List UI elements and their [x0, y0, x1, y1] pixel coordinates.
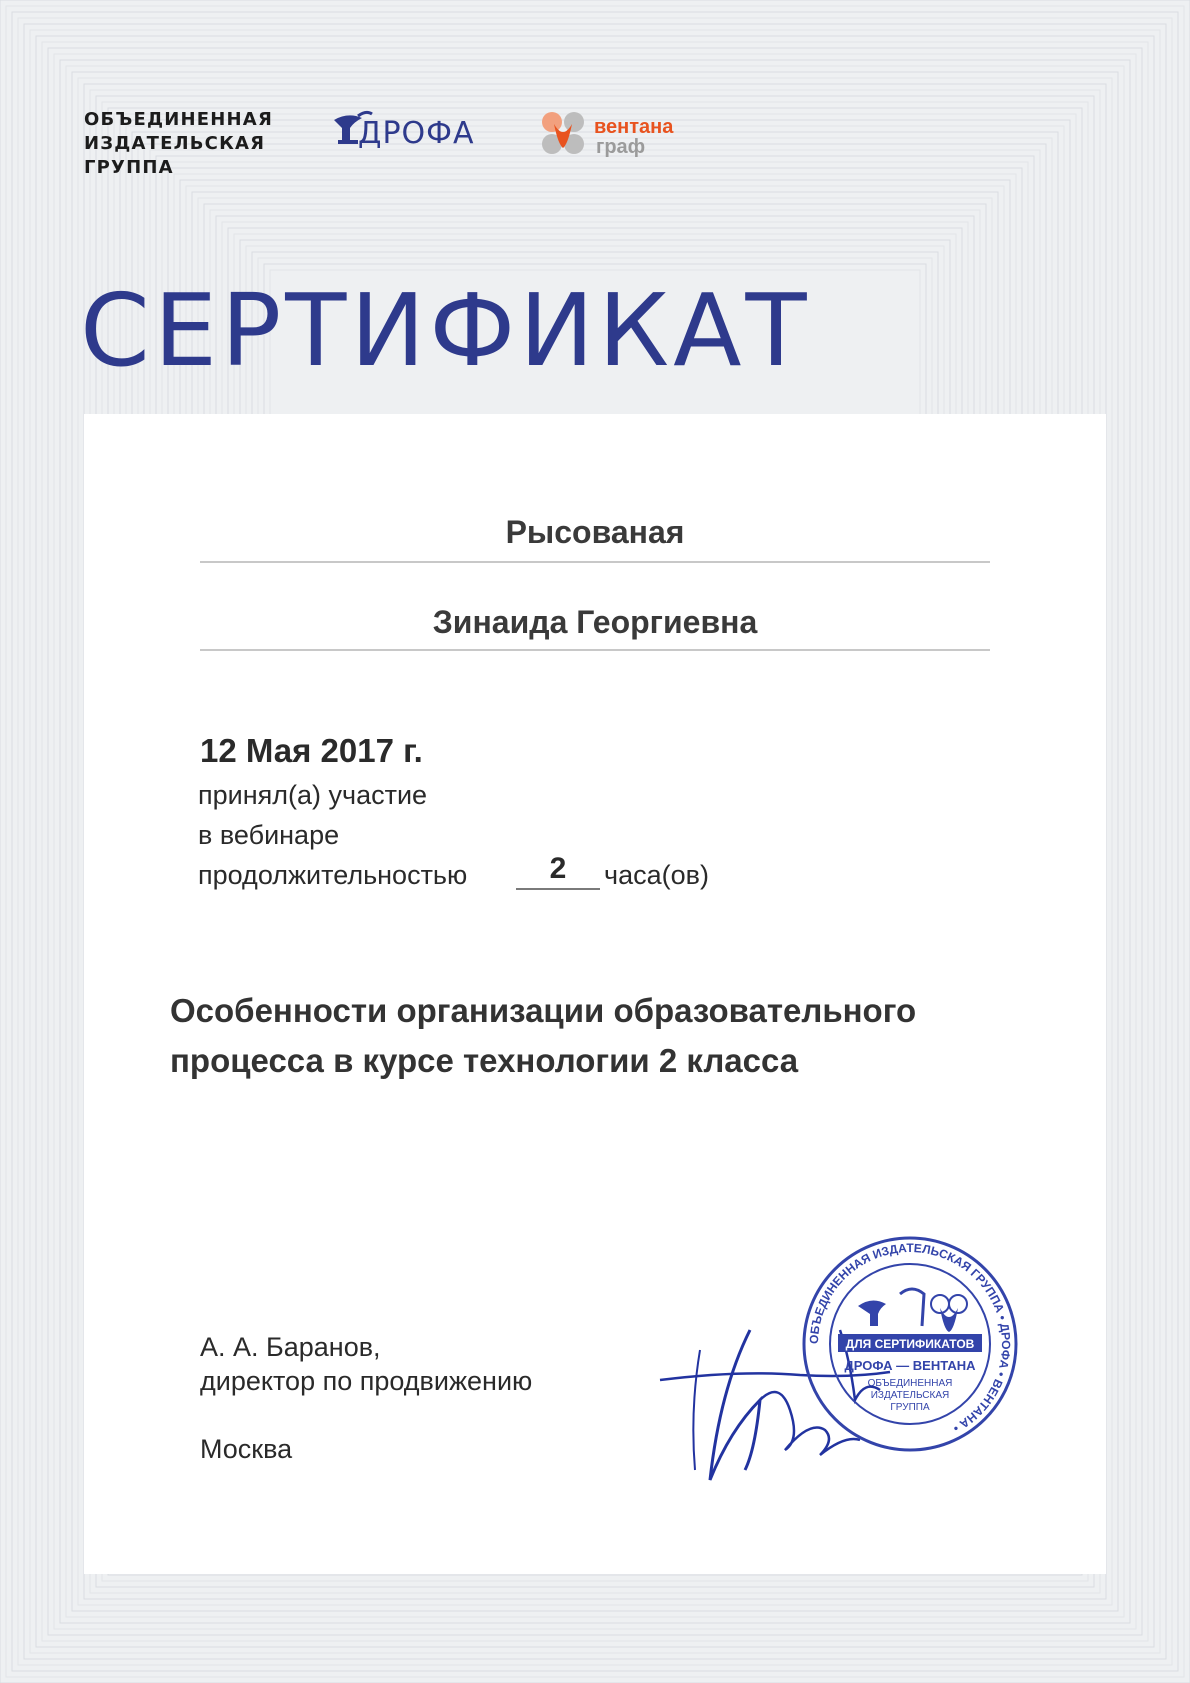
stamp-center-line-4: ГРУППА	[890, 1402, 930, 1413]
stamp-ring-text: ОБЪЕДИНЕННАЯ ИЗДАТЕЛЬСКАЯ ГРУППА • ДРОФА • ВЕНТАНА •	[806, 1240, 1014, 1436]
graf-logo-word: граф	[596, 136, 646, 158]
recipient-surname: Рысованая	[505, 514, 685, 550]
webinar-text: в вебинаре	[198, 820, 340, 850]
signing-city: Москва	[200, 1434, 293, 1464]
recipient-given-names: Зинаида Георгиевна	[432, 604, 758, 640]
official-stamp	[800, 1234, 1020, 1454]
topic-line-1: Особенности организации образовательного	[170, 992, 917, 1029]
surname-underline	[200, 561, 990, 563]
group-name-line-3: ГРУППА	[84, 157, 174, 178]
signatory-name: А. А. Баранов,	[200, 1332, 381, 1362]
stamp-center-line-3: ИЗДАТЕЛЬСКАЯ	[870, 1390, 950, 1401]
participation-text: принял(а) участие	[198, 780, 428, 810]
duration-hours: 2	[549, 852, 567, 885]
duration-label: продолжительностью	[198, 860, 468, 890]
duration-unit: часа(ов)	[604, 860, 709, 890]
signatory-position: директор по продвижению	[200, 1366, 533, 1396]
stamp-banner: ДЛЯ СЕРТИФИКАТОВ	[845, 1337, 975, 1351]
topic-line-2: процесса в курсе технологии 2 класса	[170, 1042, 799, 1079]
stamp-center-line-2: ОБЪЕДИНЕННАЯ	[867, 1378, 953, 1389]
certificate-title: СЕРТИФИКАТ	[80, 272, 811, 389]
hours-underline	[516, 888, 600, 890]
publisher-group-name	[84, 108, 304, 180]
group-name-line-1: ОБЪЕДИНЕННАЯ	[84, 109, 274, 130]
given-names-underline	[200, 649, 990, 651]
drofa-logo-text: ДРОФА	[358, 116, 475, 151]
webinar-date: 12 Мая 2017 г.	[200, 732, 423, 769]
ventana-logo-word: вентана	[594, 116, 674, 138]
stamp-center-line-1: ДРОФА — ВЕНТАНА	[844, 1358, 976, 1373]
ventana-butterfly-logo-icon	[540, 110, 586, 156]
group-name-line-2: ИЗДАТЕЛЬСКАЯ	[84, 133, 266, 154]
webinar-topic	[170, 986, 1070, 1086]
